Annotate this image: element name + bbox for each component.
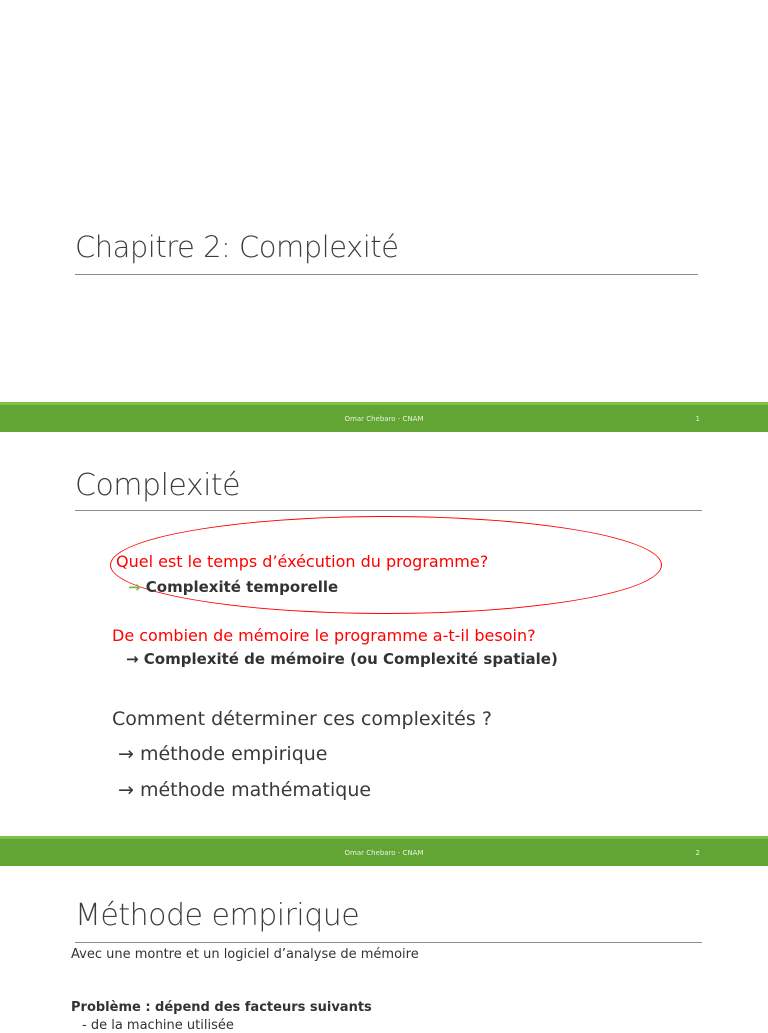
title-divider xyxy=(75,942,702,943)
page-number: 2 xyxy=(695,849,700,857)
slide-3 xyxy=(0,866,768,1033)
slide-2 xyxy=(0,432,768,836)
slide-title: Complexité xyxy=(75,468,241,503)
slide-title: Méthode empirique xyxy=(75,898,360,933)
slide-footer xyxy=(0,402,768,432)
footer-author: Omar Chebaro - CNAM xyxy=(344,415,424,423)
problem-item: - de la machine utilisée xyxy=(82,1018,234,1033)
method-empirical: → méthode empirique xyxy=(118,743,328,765)
question-method: Comment déterminer ces complexités ? xyxy=(112,708,492,730)
arrow-icon: → xyxy=(128,578,141,596)
problem-heading: Problème : dépend des facteurs suivants xyxy=(71,1000,372,1015)
answer-time-label: Complexité temporelle xyxy=(140,578,339,596)
answer-time xyxy=(128,578,338,596)
title-divider xyxy=(75,274,698,275)
title-divider xyxy=(75,510,702,511)
footer-author: Omar Chebaro - CNAM xyxy=(344,849,424,857)
slide-1 xyxy=(0,0,768,402)
answer-memory: → Complexité de mémoire (ou Complexité spatiale) xyxy=(126,650,558,668)
method-mathematical: → méthode mathématique xyxy=(118,779,372,801)
question-memory: De combien de mémoire le programme a-t-il besoin? xyxy=(112,626,536,645)
question-time: Quel est le temps d’éxécution du programme? xyxy=(116,552,489,571)
page-number: 1 xyxy=(695,415,700,423)
slide-title: Chapitre 2: Complexité xyxy=(75,230,399,264)
slide-subtitle: Avec une montre et un logiciel d’analyse de mémoire xyxy=(71,947,419,962)
slide-footer xyxy=(0,836,768,866)
